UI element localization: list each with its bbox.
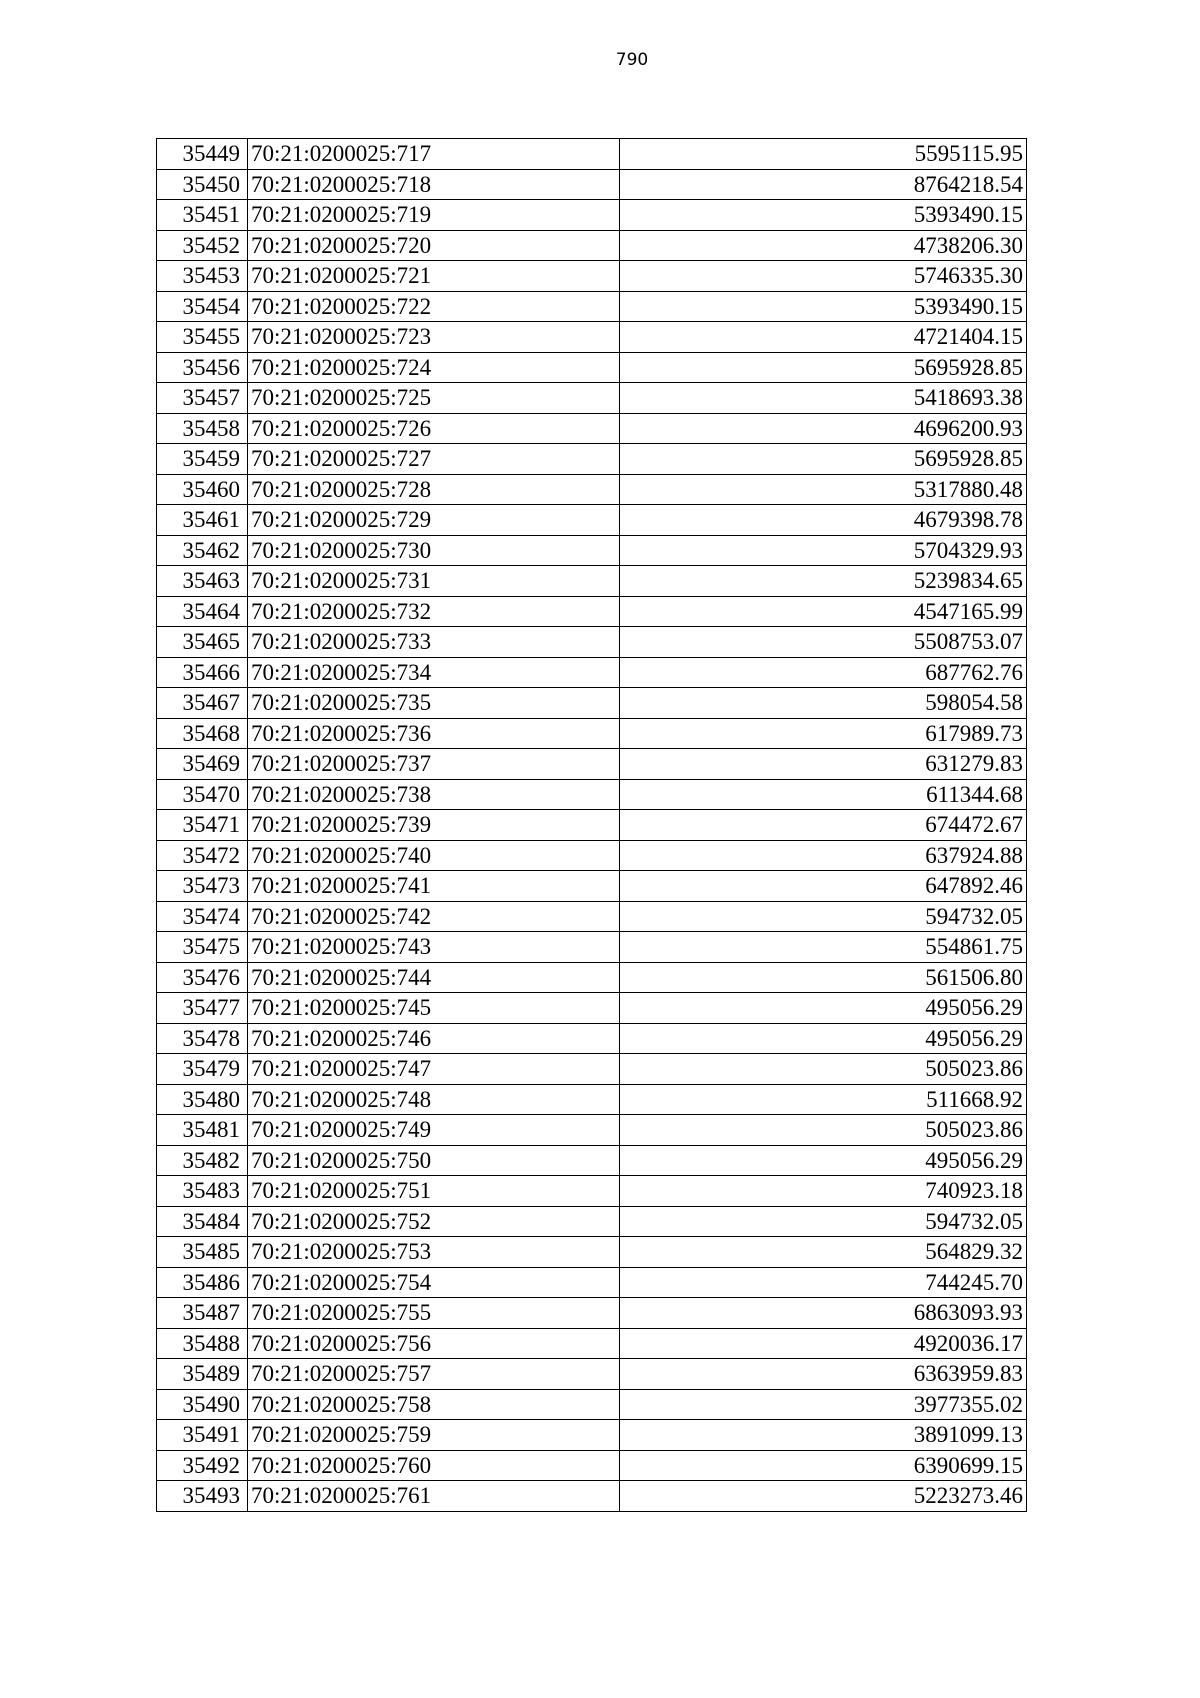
cadastral-value-cell: 5317880.48: [620, 474, 1027, 505]
table-row: [157, 749, 1027, 780]
cadastral-number-cell: 70:21:0200025:755: [248, 1298, 620, 1329]
cadastral-number-cell: 70:21:0200025:752: [248, 1206, 620, 1237]
cadastral-number-cell: 70:21:0200025:718: [248, 169, 620, 200]
cadastral-number-cell: 70:21:0200025:756: [248, 1328, 620, 1359]
table-row: [157, 688, 1027, 719]
cadastral-value-cell: 674472.67: [620, 810, 1027, 841]
table-row: [157, 1450, 1027, 1481]
row-number-cell: 35481: [157, 1115, 248, 1146]
cadastral-number-cell: 70:21:0200025:736: [248, 718, 620, 749]
cadastral-number-cell: 70:21:0200025:753: [248, 1237, 620, 1268]
cadastral-value-cell: 554861.75: [620, 932, 1027, 963]
row-number-cell: 35484: [157, 1206, 248, 1237]
table-row: [157, 322, 1027, 353]
cadastral-number-cell: 70:21:0200025:761: [248, 1481, 620, 1512]
table-row: [157, 291, 1027, 322]
cadastral-number-cell: 70:21:0200025:720: [248, 230, 620, 261]
cadastral-number-cell: 70:21:0200025:717: [248, 139, 620, 170]
table-row: [157, 1145, 1027, 1176]
table-row: [157, 505, 1027, 536]
row-number-cell: 35472: [157, 840, 248, 871]
cadastral-value-cell: 611344.68: [620, 779, 1027, 810]
table-row: [157, 261, 1027, 292]
cadastral-number-cell: 70:21:0200025:721: [248, 261, 620, 292]
cadastral-value-cell: 594732.05: [620, 1206, 1027, 1237]
row-number-cell: 35451: [157, 200, 248, 231]
table-row: [157, 1054, 1027, 1085]
cadastral-value-cell: 5595115.95: [620, 139, 1027, 170]
row-number-cell: 35463: [157, 566, 248, 597]
cadastral-number-cell: 70:21:0200025:750: [248, 1145, 620, 1176]
table-row: [157, 535, 1027, 566]
table-row: [157, 657, 1027, 688]
cadastral-value-cell: 511668.92: [620, 1084, 1027, 1115]
table-row: [157, 1023, 1027, 1054]
cadastral-number-cell: 70:21:0200025:739: [248, 810, 620, 841]
table-row: [157, 871, 1027, 902]
cadastral-value-cell: 4696200.93: [620, 413, 1027, 444]
cadastral-number-cell: 70:21:0200025:757: [248, 1359, 620, 1390]
row-number-cell: 35473: [157, 871, 248, 902]
cadastral-value-cell: 6363959.83: [620, 1359, 1027, 1390]
page-number: 790: [615, 50, 649, 70]
table-row: [157, 993, 1027, 1024]
cadastral-value-cell: 4721404.15: [620, 322, 1027, 353]
row-number-cell: 35461: [157, 505, 248, 536]
cadastral-number-cell: 70:21:0200025:758: [248, 1389, 620, 1420]
table-row: [157, 200, 1027, 231]
table-row: [157, 413, 1027, 444]
row-number-cell: 35466: [157, 657, 248, 688]
cadastral-value-cell: 564829.32: [620, 1237, 1027, 1268]
row-number-cell: 35468: [157, 718, 248, 749]
table-row: [157, 139, 1027, 170]
table-row: [157, 1298, 1027, 1329]
cadastral-number-cell: 70:21:0200025:728: [248, 474, 620, 505]
cadastral-number-cell: 70:21:0200025:754: [248, 1267, 620, 1298]
table-row: [157, 1237, 1027, 1268]
row-number-cell: 35474: [157, 901, 248, 932]
cadastral-number-cell: 70:21:0200025:749: [248, 1115, 620, 1146]
table-row: [157, 444, 1027, 475]
table-row: [157, 1267, 1027, 1298]
cadastral-number-cell: 70:21:0200025:723: [248, 322, 620, 353]
cadastral-value-cell: 5746335.30: [620, 261, 1027, 292]
row-number-cell: 35493: [157, 1481, 248, 1512]
cadastral-number-cell: 70:21:0200025:734: [248, 657, 620, 688]
cadastral-value-cell: 744245.70: [620, 1267, 1027, 1298]
cadastral-value-cell: 5393490.15: [620, 291, 1027, 322]
table-row: [157, 1206, 1027, 1237]
cadastral-value-cell: 598054.58: [620, 688, 1027, 719]
cadastral-value-cell: 6390699.15: [620, 1450, 1027, 1481]
cadastral-value-cell: 561506.80: [620, 962, 1027, 993]
row-number-cell: 35475: [157, 932, 248, 963]
table-row: [157, 596, 1027, 627]
row-number-cell: 35483: [157, 1176, 248, 1207]
row-number-cell: 35471: [157, 810, 248, 841]
table-row: [157, 779, 1027, 810]
cadastral-value-cell: 631279.83: [620, 749, 1027, 780]
row-number-cell: 35491: [157, 1420, 248, 1451]
cadastral-number-cell: 70:21:0200025:724: [248, 352, 620, 383]
table-row: [157, 474, 1027, 505]
cadastral-value-cell: 5418693.38: [620, 383, 1027, 414]
cadastral-number-cell: 70:21:0200025:732: [248, 596, 620, 627]
cadastral-value-cell: 687762.76: [620, 657, 1027, 688]
cadastral-number-cell: 70:21:0200025:735: [248, 688, 620, 719]
cadastral-value-cell: 647892.46: [620, 871, 1027, 902]
cadastral-value-cell: 5508753.07: [620, 627, 1027, 658]
row-number-cell: 35464: [157, 596, 248, 627]
row-number-cell: 35462: [157, 535, 248, 566]
cadastral-value-cell: 8764218.54: [620, 169, 1027, 200]
row-number-cell: 35470: [157, 779, 248, 810]
table-body: [157, 139, 1027, 1512]
row-number-cell: 35454: [157, 291, 248, 322]
row-number-cell: 35455: [157, 322, 248, 353]
table-row: [157, 718, 1027, 749]
cadastral-value-cell: 5695928.85: [620, 352, 1027, 383]
table-row: [157, 962, 1027, 993]
row-number-cell: 35459: [157, 444, 248, 475]
row-number-cell: 35478: [157, 1023, 248, 1054]
row-number-cell: 35482: [157, 1145, 248, 1176]
table-row: [157, 1359, 1027, 1390]
table-row: [157, 230, 1027, 261]
table-row: [157, 627, 1027, 658]
cadastral-value-cell: 495056.29: [620, 1023, 1027, 1054]
cadastral-value-cell: 5239834.65: [620, 566, 1027, 597]
table-row: [157, 932, 1027, 963]
row-number-cell: 35486: [157, 1267, 248, 1298]
cadastral-value-cell: 637924.88: [620, 840, 1027, 871]
row-number-cell: 35457: [157, 383, 248, 414]
row-number-cell: 35487: [157, 1298, 248, 1329]
table-row: [157, 383, 1027, 414]
row-number-cell: 35485: [157, 1237, 248, 1268]
row-number-cell: 35467: [157, 688, 248, 719]
cadastral-number-cell: 70:21:0200025:731: [248, 566, 620, 597]
table-row: [157, 1176, 1027, 1207]
cadastral-number-cell: 70:21:0200025:737: [248, 749, 620, 780]
row-number-cell: 35450: [157, 169, 248, 200]
row-number-cell: 35456: [157, 352, 248, 383]
table-row: [157, 1389, 1027, 1420]
cadastral-number-cell: 70:21:0200025:726: [248, 413, 620, 444]
cadastral-number-cell: 70:21:0200025:741: [248, 871, 620, 902]
cadastral-value-cell: 505023.86: [620, 1054, 1027, 1085]
cadastral-value-cell: 594732.05: [620, 901, 1027, 932]
row-number-cell: 35490: [157, 1389, 248, 1420]
row-number-cell: 35460: [157, 474, 248, 505]
table-row: [157, 1115, 1027, 1146]
cadastral-number-cell: 70:21:0200025:740: [248, 840, 620, 871]
cadastral-value-cell: 4738206.30: [620, 230, 1027, 261]
cadastral-number-cell: 70:21:0200025:751: [248, 1176, 620, 1207]
row-number-cell: 35480: [157, 1084, 248, 1115]
row-number-cell: 35458: [157, 413, 248, 444]
cadastral-value-cell: 4679398.78: [620, 505, 1027, 536]
cadastral-number-cell: 70:21:0200025:745: [248, 993, 620, 1024]
cadastral-value-cell: 505023.86: [620, 1115, 1027, 1146]
table-row: [157, 352, 1027, 383]
table-row: [157, 840, 1027, 871]
table-row: [157, 169, 1027, 200]
cadastral-number-cell: 70:21:0200025:738: [248, 779, 620, 810]
row-number-cell: 35477: [157, 993, 248, 1024]
cadastral-value-cell: 617989.73: [620, 718, 1027, 749]
row-number-cell: 35449: [157, 139, 248, 170]
cadastral-value-cell: 495056.29: [620, 1145, 1027, 1176]
row-number-cell: 35465: [157, 627, 248, 658]
row-number-cell: 35489: [157, 1359, 248, 1390]
cadastral-number-cell: 70:21:0200025:747: [248, 1054, 620, 1085]
cadastral-value-cell: 5704329.93: [620, 535, 1027, 566]
cadastral-number-cell: 70:21:0200025:729: [248, 505, 620, 536]
cadastral-number-cell: 70:21:0200025:725: [248, 383, 620, 414]
cadastral-number-cell: 70:21:0200025:727: [248, 444, 620, 475]
cadastral-number-cell: 70:21:0200025:760: [248, 1450, 620, 1481]
table-row: [157, 566, 1027, 597]
row-number-cell: 35488: [157, 1328, 248, 1359]
cadastral-value-cell: 4920036.17: [620, 1328, 1027, 1359]
cadastral-number-cell: 70:21:0200025:759: [248, 1420, 620, 1451]
cadastral-value-cell: 495056.29: [620, 993, 1027, 1024]
cadastral-number-cell: 70:21:0200025:746: [248, 1023, 620, 1054]
cadastral-number-cell: 70:21:0200025:748: [248, 1084, 620, 1115]
row-number-cell: 35452: [157, 230, 248, 261]
cadastral-value-cell: 4547165.99: [620, 596, 1027, 627]
table-row: [157, 810, 1027, 841]
table-row: [157, 901, 1027, 932]
row-number-cell: 35469: [157, 749, 248, 780]
cadastral-number-cell: 70:21:0200025:742: [248, 901, 620, 932]
cadastral-number-cell: 70:21:0200025:722: [248, 291, 620, 322]
cadastral-number-cell: 70:21:0200025:743: [248, 932, 620, 963]
table-row: [157, 1420, 1027, 1451]
cadastral-value-table: [156, 138, 1027, 1512]
cadastral-number-cell: 70:21:0200025:744: [248, 962, 620, 993]
table-row: [157, 1481, 1027, 1512]
table-row: [157, 1084, 1027, 1115]
cadastral-number-cell: 70:21:0200025:733: [248, 627, 620, 658]
row-number-cell: 35476: [157, 962, 248, 993]
row-number-cell: 35453: [157, 261, 248, 292]
cadastral-number-cell: 70:21:0200025:719: [248, 200, 620, 231]
cadastral-value-cell: 3891099.13: [620, 1420, 1027, 1451]
table-row: [157, 1328, 1027, 1359]
row-number-cell: 35492: [157, 1450, 248, 1481]
row-number-cell: 35479: [157, 1054, 248, 1085]
cadastral-value-cell: 6863093.93: [620, 1298, 1027, 1329]
cadastral-value-cell: 5393490.15: [620, 200, 1027, 231]
cadastral-value-cell: 5223273.46: [620, 1481, 1027, 1512]
cadastral-number-cell: 70:21:0200025:730: [248, 535, 620, 566]
cadastral-value-cell: 740923.18: [620, 1176, 1027, 1207]
cadastral-value-cell: 3977355.02: [620, 1389, 1027, 1420]
cadastral-value-cell: 5695928.85: [620, 444, 1027, 475]
